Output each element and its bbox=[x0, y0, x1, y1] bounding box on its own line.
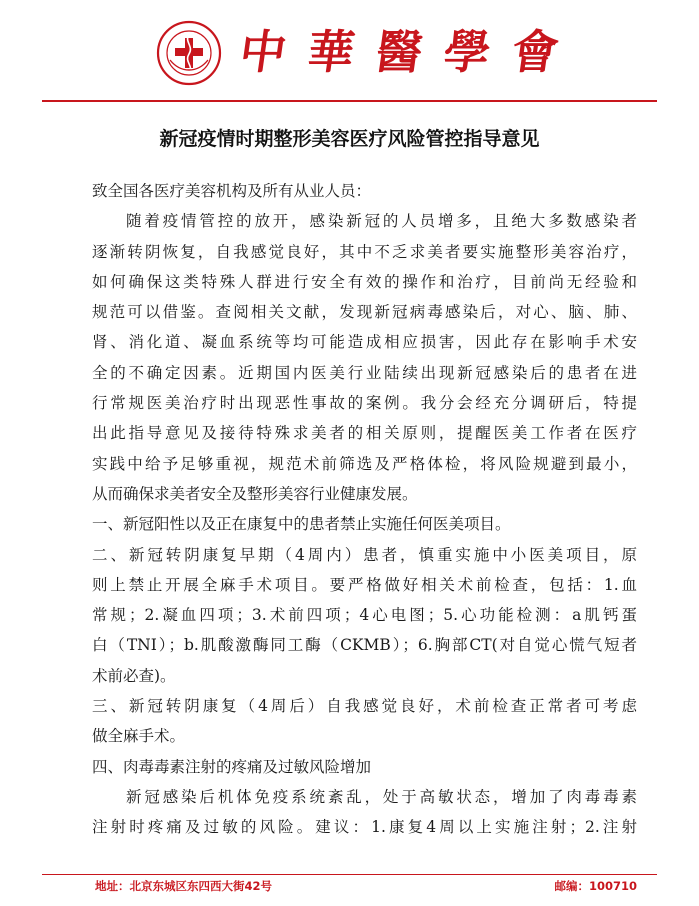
letterhead bbox=[0, 0, 699, 100]
text-line: 实践中给予足够重视，规范术前筛选及严格体检，将风险规避到最小， bbox=[92, 454, 637, 473]
text-line: 做全麻手术。 bbox=[92, 727, 186, 746]
salutation-line: 致全国各医疗美容机构及所有从业人员： bbox=[92, 182, 372, 200]
text-line: 新冠感染后机体免疫系统紊乱，处于高敏状态，增加了肉毒毒素 bbox=[126, 787, 637, 806]
text-line: 注射时疼痛及过敏的风险。建议：1.康复4周以上实施注射；2.注射 bbox=[92, 818, 637, 837]
text-line: 从而确保求美者安全及整形美容行业健康发展。 bbox=[92, 484, 418, 503]
document-title: 新冠疫情时期整形美容医疗风险管控指导意见 bbox=[159, 128, 540, 150]
text-line: 随着疫情管控的放开，感染新冠的人员增多，且绝大多数感染者 bbox=[126, 212, 637, 231]
section-heading-1: 一、新冠阳性以及正在康复中的患者禁止实施任何医美项目。 bbox=[92, 515, 511, 534]
section-heading-2: 二、新冠转阴康复早期（4周内）患者，慎重实施中小医美项目，原 bbox=[92, 545, 637, 564]
footer-postcode: 邮编：100710 bbox=[554, 879, 637, 893]
footer-address: 地址：北京东城区东四西大街42号 bbox=[95, 879, 273, 893]
text-line: 白（TNI）；b.肌酸激酶同工酶（CKMB）；6.胸部CT(对自觉心慌气短者 bbox=[92, 636, 637, 655]
association-seal-logo bbox=[156, 20, 222, 86]
organization-name: 中華醫學會 bbox=[236, 25, 584, 79]
text-line: 术前必查)。 bbox=[92, 666, 176, 685]
document-body bbox=[92, 176, 637, 843]
text-line: 逐渐转阴恢复，自我感觉良好，其中不乏求美者要实施整形美容治疗， bbox=[92, 242, 637, 261]
text-line: 规范可以借鉴。查阅相关文献，发现新冠病毒感染后，对心、脑、肺、 bbox=[92, 303, 637, 322]
text-line: 全的不确定因素。近期国内医美行业陆续出现新冠感染后的患者在进 bbox=[92, 363, 637, 382]
footer-divider bbox=[42, 874, 657, 875]
text-line: 则上禁止开展全麻手术项目。要严格做好相关术前检查，包括：1.血 bbox=[92, 575, 637, 594]
text-line: 出此指导意见及接待特殊求美者的相关原则，提醒医美工作者在医疗 bbox=[92, 424, 637, 443]
header-divider bbox=[42, 100, 657, 102]
text-line: 行常规医美治疗时出现恶性事故的案例。我分会经充分调研后，特提 bbox=[92, 394, 637, 413]
section-heading-3: 三、新冠转阴康复（4周后）自我感觉良好，术前检查正常者可考虑 bbox=[92, 697, 637, 716]
text-line: 肾、消化道、凝血系统等均可能造成相应损害，因此存在影响手术安 bbox=[92, 333, 637, 352]
section-heading-4: 四、肉毒毒素注射的疼痛及过敏风险增加 bbox=[92, 757, 372, 776]
text-line: 常规；2.凝血四项；3.术前四项；4心电图；5.心功能检测：a肌钙蛋 bbox=[92, 606, 637, 625]
text-line: 如何确保这类特殊人群进行安全有效的操作和治疗，目前尚无经验和 bbox=[92, 272, 637, 291]
